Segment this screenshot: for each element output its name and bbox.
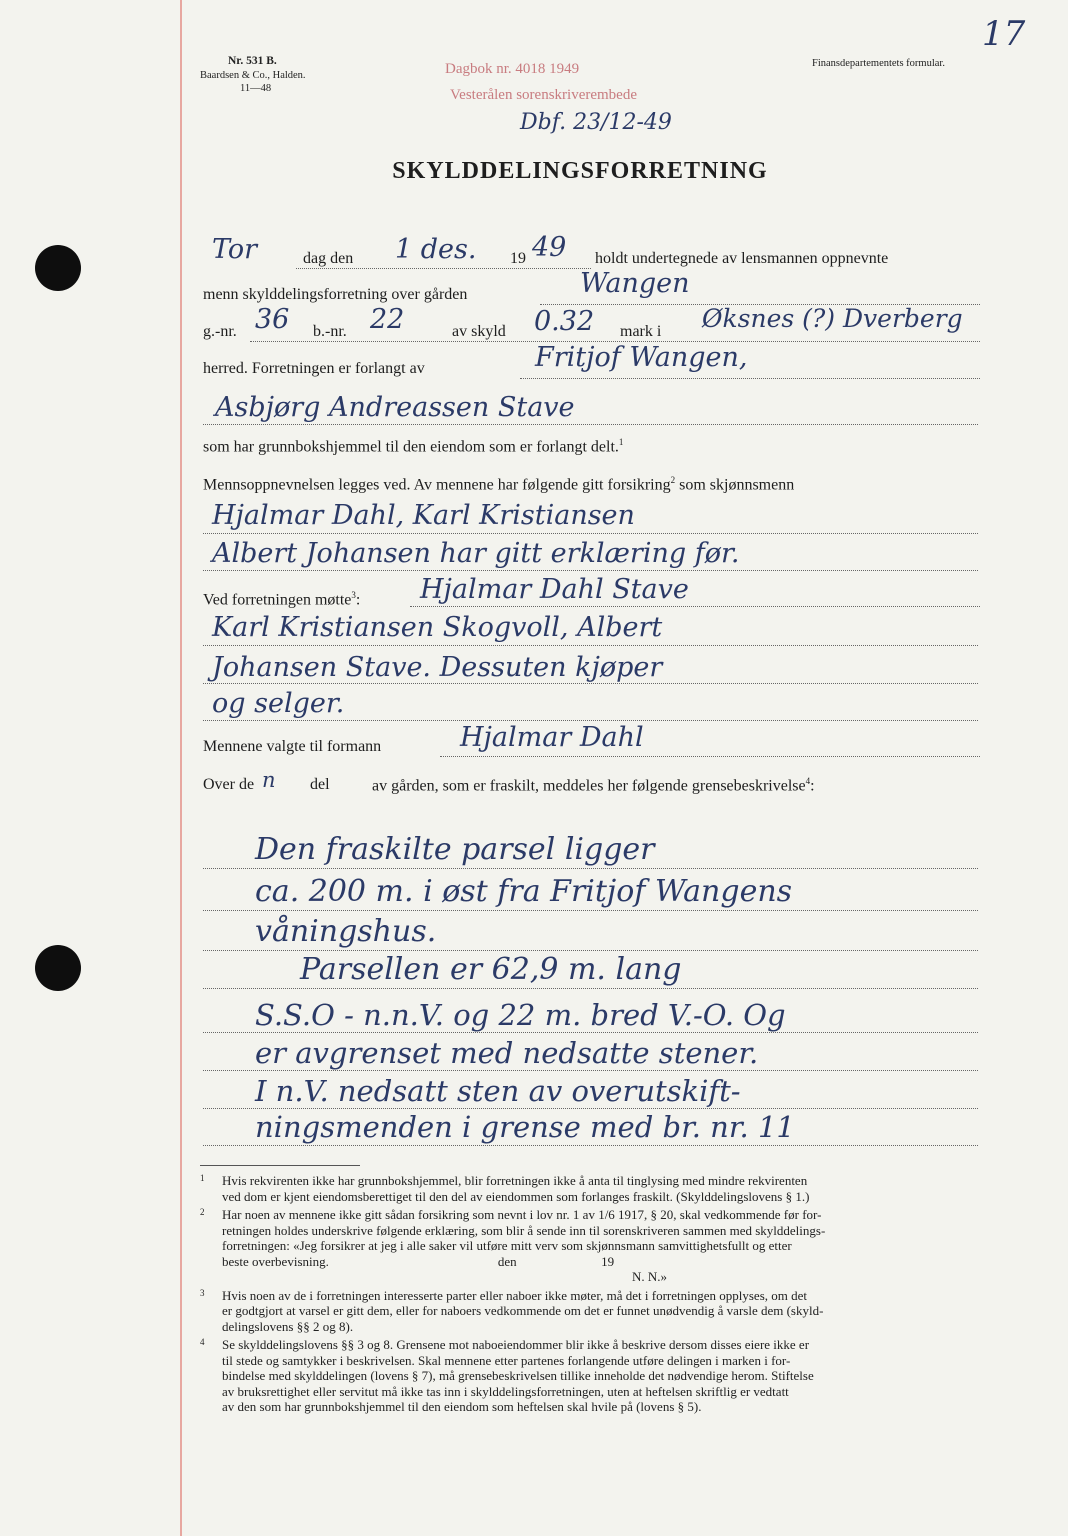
description-line: ningsmenden i grense med br. nr. 11 xyxy=(255,1110,795,1144)
label-over-de: Over de xyxy=(203,776,255,793)
rule xyxy=(296,268,591,269)
rule xyxy=(203,1032,978,1033)
rule xyxy=(440,756,980,757)
description-line: er avgrenset med nedsatte stener. xyxy=(255,1036,759,1070)
label-19: 19 xyxy=(510,250,526,267)
label-holdt: holdt undertegnede av lensmannen oppnevnte xyxy=(595,250,889,267)
margin-line xyxy=(180,0,182,1536)
label-formann: Mennene valgte til formann xyxy=(203,738,382,755)
description-line: S.S.O - n.n.V. og 22 m. bred V.-O. Og xyxy=(255,998,786,1032)
bnr: 22 xyxy=(370,304,405,335)
rule xyxy=(203,868,978,869)
handwritten-dbf: Dbf. 23/12-49 xyxy=(520,110,672,135)
requested-by-2: Asbjørg Andreassen Stave xyxy=(215,392,575,423)
footnotes xyxy=(200,1173,980,1418)
farm-name: Wangen xyxy=(580,268,690,299)
rule xyxy=(203,1070,978,1071)
label-bnr: b.-nr. xyxy=(313,323,347,340)
label-motte: Ved forretningen møtte$^3$: xyxy=(203,590,361,609)
label-mennsoppnevnelsen: Mennsoppnevnelsen legges ved. Av mennene har følgende gitt forsikring$^2$ som skjønnsmenn xyxy=(203,475,795,494)
print-date: 11—48 xyxy=(240,83,272,94)
label-skyld: av skyld xyxy=(452,323,506,340)
weekday: Tor xyxy=(212,234,258,265)
label-dag-den: dag den xyxy=(303,250,354,267)
over-de-fill: n xyxy=(262,768,276,792)
year-suffix: 49 xyxy=(532,232,567,263)
printer-name: Baardsen & Co., Halden. xyxy=(200,70,306,81)
rule xyxy=(203,988,978,989)
rule xyxy=(203,570,978,571)
label-del: del xyxy=(310,776,330,793)
rule xyxy=(203,1108,978,1109)
assurance-line-1: Hjalmar Dahl, Karl Kristiansen xyxy=(212,500,635,531)
rule xyxy=(203,424,978,425)
page-number: 17 xyxy=(982,14,1026,54)
description-line: I n.V. nedsatt sten av overutskift- xyxy=(255,1074,741,1108)
skyld: 0.32 xyxy=(534,306,595,337)
municipality: Øksnes (?) Dverberg xyxy=(702,304,963,333)
label-gaarden: av gården, som er fraskilt, meddeles her følgende grensebeskrivelse$^4$: xyxy=(372,776,815,795)
stamp-court-office: Vesterålen sorenskriverembede xyxy=(450,87,638,103)
attended-line-3: Johansen Stave. Dessuten kjøper xyxy=(212,652,663,683)
attended-line-2: Karl Kristiansen Skogvoll, Albert xyxy=(212,612,663,643)
ministry-form-label: Finansdepartementets formular. xyxy=(812,58,945,69)
label-herred: herred. Forretningen er forlangt av xyxy=(203,360,425,377)
footnote: 3 Hvis noen av de i forretningen interesserte parter eller naboer ikke møter, må det i forretningen opplyses, om det er godtgjort at varsel er gitt dem, eller for naboers vedkommende om det er funnet unødvendig å varsle dem (skyld- delingslovens §§ 2 og 8). xyxy=(200,1287,824,1334)
rule xyxy=(203,910,978,911)
rule xyxy=(203,950,978,951)
description-line: Den fraskilte parsel ligger xyxy=(255,832,655,867)
rule xyxy=(203,645,978,646)
rule xyxy=(203,683,978,684)
stamp-diary-number: Dagbok nr. 4018 1949 xyxy=(445,61,580,77)
footnote: 2 Har noen av mennene ikke gitt sådan forsikring som nevnt i lov nr. 1 av 1/6 1917, § 20, skal vedkommende før for- retningen holdes underskrive følgende erklæring, som blir å sende inn til sorenskriveren sammen med skylddelings- forretningen: «Jeg forsikrer at jeg i alle saker vil utføre mitt verv som skjønnsmann samvittighetsfullt og etter beste overbevisning. den 19 N. N.» xyxy=(200,1207,826,1284)
description-line: ca. 200 m. i øst fra Fritjof Wangens xyxy=(255,874,793,909)
description-line: våningshus. xyxy=(255,914,437,949)
assurance-line-2: Albert Johansen har gitt erklæring før. xyxy=(212,538,740,569)
form-number: Nr. 531 B. xyxy=(228,55,277,67)
gnr: 36 xyxy=(255,304,290,335)
description-line: Parsellen er 62,9 m. lang xyxy=(300,952,682,987)
date: 1 des. xyxy=(395,234,477,265)
punch-hole-top xyxy=(35,245,81,291)
document-title: SKYLDDELINGSFORRETNING xyxy=(392,158,768,184)
rule xyxy=(203,720,978,721)
attended-line-4: og selger. xyxy=(212,688,345,719)
footnote: 4 Se skylddelingslovens §§ 3 og 8. Grensene mot naboeiendommer blir ikke å beskrive dersom disses eiere ikke er til stede og samtykker i beskrivelsen. Skal mennene etter partenes forlangende utføre delingen i marken i for- bindelse med skylddelingen (lovens § 7), må grensebeskrivelsen tillike inneholde det nødvendige herom. Stiftelse av bruksrettighet eller servitut må ikke tas inn i skylddelingsforretningen, uten at heftelsen skriftlig er vedtatt av den som har grunnbokshjemmel til den eiendom som heftelsen skal hvile på (lovens § 5). xyxy=(200,1337,814,1414)
rule xyxy=(203,533,978,534)
requested-by-1: Fritjof Wangen, xyxy=(535,342,748,373)
chairman: Hjalmar Dahl xyxy=(460,722,644,753)
label-gnr: g.-nr. xyxy=(203,323,237,340)
label-mark: mark i xyxy=(620,323,662,340)
rule xyxy=(520,378,980,379)
rule xyxy=(203,1145,978,1146)
rule xyxy=(410,606,980,607)
punch-hole-bottom xyxy=(35,945,81,991)
attended-line-1: Hjalmar Dahl Stave xyxy=(420,574,689,605)
label-grunnbok: som har grunnbokshjemmel til den eiendom som er forlangt delt.$^1$ xyxy=(203,437,624,456)
label-menn: menn skylddelingsforretning over gården xyxy=(203,286,468,303)
footnote: 1 Hvis rekvirenten ikke har grunnbokshjemmel, blir forretningen ikke å anta til tinglysing med mindre rekvirenten ved dom er kjent eiendomsberettiget til den del av eiendommen som forlanges fraskilt. (Skylddelingslovens § 1.) xyxy=(200,1173,810,1204)
footnote-separator xyxy=(200,1165,360,1166)
